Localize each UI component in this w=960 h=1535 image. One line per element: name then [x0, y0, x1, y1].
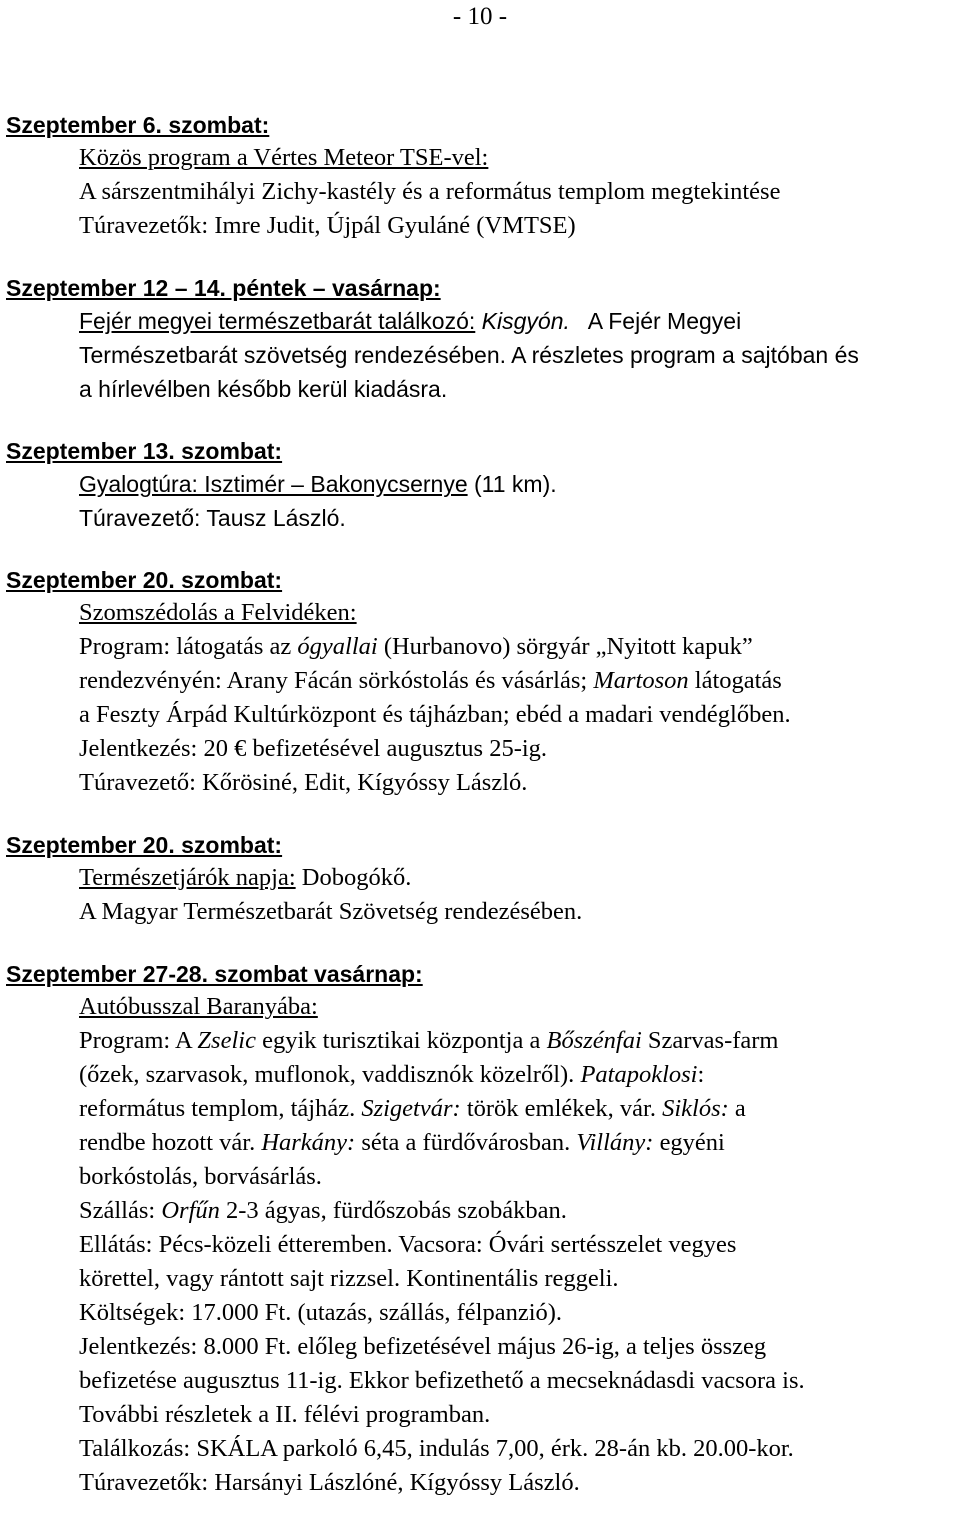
program-entry [6, 565, 956, 800]
page-number: - 10 - [452, 3, 508, 30]
entry-text: A Fejér Megyei [587, 308, 742, 334]
entry-line: Túravezető: Tausz László. [79, 505, 346, 531]
entry-line [79, 861, 956, 895]
place-name: Harkány: [261, 1129, 356, 1156]
entry-text: egyéni [659, 1129, 725, 1156]
entry-text: Szarvas-farm [647, 1027, 779, 1054]
entry-line [79, 1058, 956, 1092]
entry-line [79, 664, 956, 698]
program-entry [6, 959, 956, 1500]
program-entry [6, 273, 956, 406]
event-title: Fejér megyei természetbarát találkozó: [79, 308, 476, 334]
place-name: Patapoklosi [580, 1061, 698, 1088]
entry-text: látogatás [694, 667, 782, 694]
entry-body [79, 990, 956, 1500]
entry-text: rendbe hozott vár. [79, 1129, 256, 1156]
entry-line: A Magyar Természetbarát Szövetség rendezésében. [79, 898, 583, 925]
entry-text: : [697, 1061, 705, 1088]
entry-text: Program: látogatás az [79, 633, 292, 660]
entry-line [79, 1194, 956, 1228]
place-name: Dobogókő. [301, 864, 412, 891]
entry-text: (11 km). [474, 471, 557, 497]
entry-line: Jelentkezés: 8.000 Ft. előleg befizetésével május 26-ig, a teljes összeg [79, 1333, 767, 1360]
entry-text: református templom, tájház. [79, 1095, 356, 1122]
entry-line [79, 1092, 956, 1126]
entry-line: Közös program a Vértes Meteor TSE-vel: [79, 144, 489, 171]
entry-line: a hírlevélben később kerül kiadásra. [79, 376, 448, 402]
entry-line: Szomszédolás a Felvidéken: [79, 599, 357, 626]
entry-heading: Szeptember 12 – 14. péntek – vasárnap: [6, 275, 441, 301]
place-name: Villány: [576, 1129, 654, 1156]
entry-line [79, 304, 956, 338]
entry-line [79, 1024, 956, 1058]
entry-line: Jelentkezés: 20 € befizetésével augusztus 25-ig. [79, 735, 548, 762]
entry-line: Ellátás: Pécs-közeli étteremben. Vacsora: Óvári sertésszelet vegyes [79, 1231, 737, 1258]
entry-line [79, 1126, 956, 1160]
entry-line: A sárszentmihályi Zichy-kastély és a református templom megtekintése [79, 178, 781, 205]
entry-line [79, 467, 956, 501]
entry-line: Találkozás: SKÁLA parkoló 6,45, indulás 7,00, érk. 28-án kb. 20.00-kor. [79, 1435, 794, 1462]
entry-body [79, 467, 956, 535]
entry-heading: Szeptember 20. szombat: [6, 832, 283, 858]
place-name: Zselic [197, 1027, 256, 1054]
entry-line: Túravezető: Kőrösiné, Edit, Kígyóssy László. [79, 769, 528, 796]
entry-text: egyik turisztikai központja a [262, 1027, 541, 1054]
entry-heading: Szeptember 27-28. szombat vasárnap: [6, 961, 423, 987]
entry-text: rendezvényén: Arany Fácán sörkóstolás és vásárlás; [79, 667, 588, 694]
entry-text: 2-3 ágyas, fürdőszobás szobákban. [226, 1197, 567, 1224]
entry-heading: Szeptember 13. szombat: [6, 438, 283, 464]
entry-line [79, 630, 956, 664]
place-name: Szigetvár: [361, 1095, 461, 1122]
entry-line: Természetbarát szövetség rendezésében. A részletes program a sajtóban és [79, 342, 859, 368]
entry-line: befizetése augusztus 11-ig. Ekkor befizethető a mecseknádasdi vacsora is. [79, 1367, 805, 1394]
entry-line: körettel, vagy rántott sajt rizzsel. Kontinentális reggeli. [79, 1265, 619, 1292]
place-name: ógyallai [297, 633, 378, 660]
entry-line: További részletek a II. félévi programban. [79, 1401, 491, 1428]
program-entry [6, 830, 956, 929]
entry-text: Szállás: [79, 1197, 156, 1224]
entry-line: Túravezetők: Imre Judit, Újpál Gyuláné (VMTSE) [79, 212, 576, 239]
entry-line: Költségek: 17.000 Ft. (utazás, szállás, félpanzió). [79, 1299, 563, 1326]
entry-heading: Szeptember 6. szombat: [6, 112, 270, 138]
entry-text: (Hurbanovo) sörgyár „Nyitott kapuk” [383, 633, 753, 660]
program-entry [6, 110, 956, 243]
event-title: Természetjárók napja: [79, 864, 296, 891]
entry-body [79, 596, 956, 800]
entry-body [79, 304, 956, 406]
entry-body [79, 141, 956, 243]
entry-text: török emlékek, vár. [466, 1095, 656, 1122]
entry-line: a Feszty Árpád Kultúrközpont és tájházban; ebéd a madari vendéglőben. [79, 701, 791, 728]
entry-line: Túravezetők: Harsányi Lászlóné, Kígyóssy László. [79, 1469, 580, 1496]
place-name: Martoson [593, 667, 689, 694]
entry-heading: Szeptember 20. szombat: [6, 567, 283, 593]
place-name: Kisgyón. [481, 308, 570, 334]
entry-text: (őzek, szarvasok, muflonok, vaddisznók közelről). [79, 1061, 575, 1088]
program-document [6, 110, 956, 1500]
entry-text: a [734, 1095, 746, 1122]
event-title: Gyalogtúra: Isztimér – Bakonycsernye [79, 471, 468, 497]
entry-line: borkóstolás, borvásárlás. [79, 1163, 322, 1190]
entry-line: Autóbusszal Baranyába: [79, 993, 318, 1020]
entry-text: séta a fürdővárosban. [361, 1129, 571, 1156]
program-entry [6, 436, 956, 535]
entry-body [79, 861, 956, 929]
place-name: Bőszénfai [546, 1027, 642, 1054]
entry-text: Program: A [79, 1027, 192, 1054]
place-name: Siklós: [662, 1095, 729, 1122]
place-name: Orfűn [161, 1197, 220, 1224]
